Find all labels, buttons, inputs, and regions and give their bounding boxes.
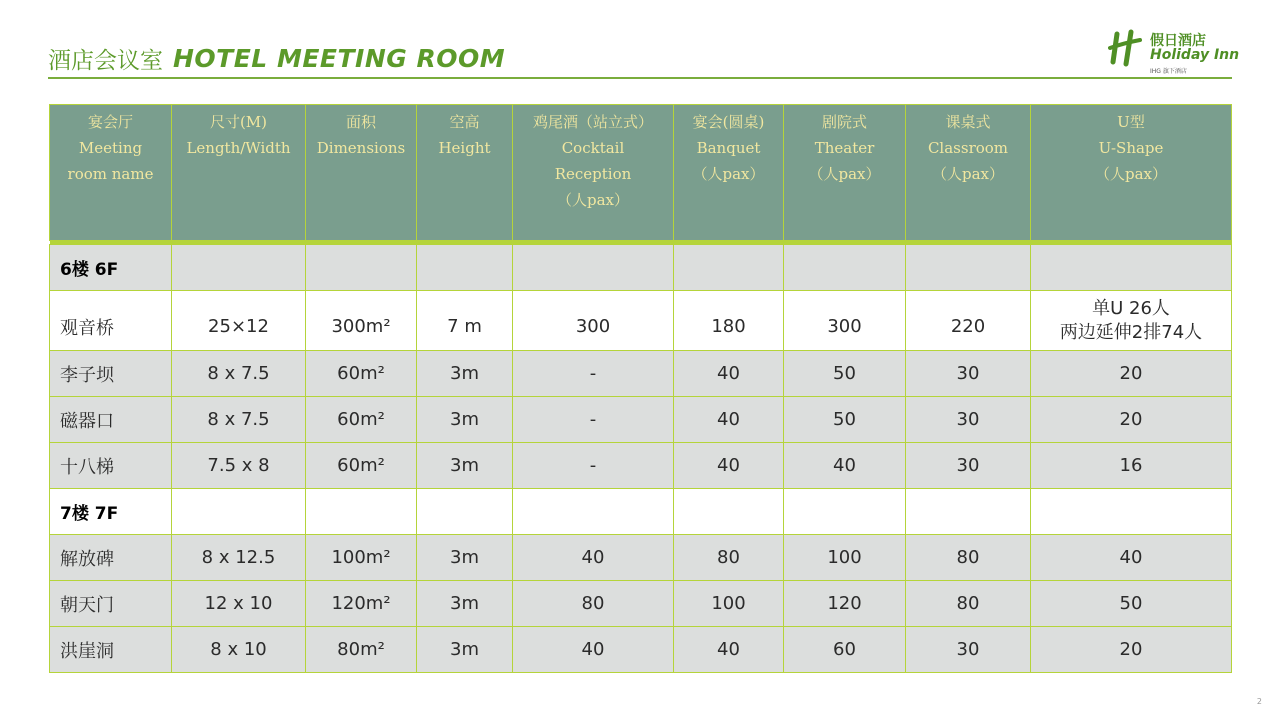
room-area: 60m² — [306, 397, 417, 443]
room-classroom: 80 — [906, 535, 1031, 581]
header-theater: 剧院式 Theater （人pax） — [784, 105, 906, 241]
room-classroom: 80 — [906, 581, 1031, 627]
room-classroom: 30 — [906, 397, 1031, 443]
room-banquet: 40 — [674, 627, 784, 673]
room-ushape: 50 — [1031, 581, 1232, 627]
holiday-inn-logo — [1108, 28, 1238, 78]
room-size: 8 x 10 — [172, 627, 306, 673]
room-theater: 120 — [784, 581, 906, 627]
room-ushape: 20 — [1031, 351, 1232, 397]
room-height: 3m — [417, 443, 513, 489]
room-name: 洪崖洞 — [50, 627, 172, 673]
room-size: 8 x 12.5 — [172, 535, 306, 581]
table-row — [50, 581, 1232, 627]
room-classroom: 30 — [906, 351, 1031, 397]
room-size: 12 x 10 — [172, 581, 306, 627]
room-banquet: 180 — [674, 291, 784, 351]
room-height: 3m — [417, 581, 513, 627]
header-room-name: 宴会厅 Meeting room name — [50, 105, 172, 241]
logo-en: Holiday Inn — [1150, 47, 1240, 63]
room-cocktail: 300 — [513, 291, 674, 351]
room-theater: 50 — [784, 351, 906, 397]
room-height: 3m — [417, 397, 513, 443]
room-classroom: 220 — [906, 291, 1031, 351]
header-height: 空高 Height — [417, 105, 513, 241]
room-size: 8 x 7.5 — [172, 351, 306, 397]
room-ushape: 20 — [1031, 627, 1232, 673]
room-area: 120m² — [306, 581, 417, 627]
room-classroom: 30 — [906, 443, 1031, 489]
room-cocktail: 80 — [513, 581, 674, 627]
table-row — [50, 627, 1232, 673]
floor-label: 6楼 6F — [50, 245, 172, 291]
room-cocktail: - — [513, 397, 674, 443]
room-size: 7.5 x 8 — [172, 443, 306, 489]
room-name: 朝天门 — [50, 581, 172, 627]
meeting-room-table — [49, 104, 1232, 673]
table-row — [50, 397, 1232, 443]
table-header-row — [50, 105, 1232, 241]
title-divider — [48, 77, 1232, 79]
room-size: 25×12 — [172, 291, 306, 351]
room-height: 7 m — [417, 291, 513, 351]
room-size: 8 x 7.5 — [172, 397, 306, 443]
room-cocktail: - — [513, 443, 674, 489]
room-area: 80m² — [306, 627, 417, 673]
title-en: HOTEL MEETING ROOM — [173, 43, 506, 73]
room-ushape: 20 — [1031, 397, 1232, 443]
room-ushape: 16 — [1031, 443, 1232, 489]
room-banquet: 40 — [674, 443, 784, 489]
table-row — [50, 351, 1232, 397]
room-ushape: 单U 26人 两边延伸2排74人 — [1031, 291, 1232, 351]
room-name: 解放碑 — [50, 535, 172, 581]
room-theater: 40 — [784, 443, 906, 489]
header-classroom: 课桌式 Classroom （人pax） — [906, 105, 1031, 241]
title-cn: 酒店会议室 — [48, 47, 163, 74]
room-cocktail: 40 — [513, 627, 674, 673]
logo-sub: IHG 旗下酒店 — [1150, 68, 1187, 75]
room-cocktail: 40 — [513, 535, 674, 581]
header-size: 尺寸(M) Length/Width — [172, 105, 306, 241]
header-ushape: U型 U-Shape （人pax） — [1031, 105, 1232, 241]
page-number: 2 — [1256, 697, 1262, 706]
room-classroom: 30 — [906, 627, 1031, 673]
logo-cn: 假日酒店 — [1150, 33, 1206, 49]
room-area: 300m² — [306, 291, 417, 351]
table-row — [50, 291, 1232, 351]
floor-label: 7楼 7F — [50, 489, 172, 535]
room-theater: 100 — [784, 535, 906, 581]
room-area: 100m² — [306, 535, 417, 581]
room-height: 3m — [417, 535, 513, 581]
room-area: 60m² — [306, 351, 417, 397]
header-cocktail: 鸡尾酒（站立式） Cocktail Reception （人pax） — [513, 105, 674, 241]
floor-row-6f — [50, 245, 1232, 291]
room-theater: 300 — [784, 291, 906, 351]
floor-row-7f — [50, 489, 1232, 535]
table-row — [50, 443, 1232, 489]
room-cocktail: - — [513, 351, 674, 397]
room-theater: 60 — [784, 627, 906, 673]
room-name: 十八梯 — [50, 443, 172, 489]
table-row — [50, 535, 1232, 581]
room-theater: 50 — [784, 397, 906, 443]
room-area: 60m² — [306, 443, 417, 489]
room-height: 3m — [417, 351, 513, 397]
room-height: 3m — [417, 627, 513, 673]
room-banquet: 40 — [674, 397, 784, 443]
room-ushape: 40 — [1031, 535, 1232, 581]
header-banquet: 宴会(圆桌) Banquet （人pax） — [674, 105, 784, 241]
page-title — [48, 40, 505, 76]
room-banquet: 100 — [674, 581, 784, 627]
holiday-inn-h-icon — [1108, 28, 1144, 68]
room-name: 磁器口 — [50, 397, 172, 443]
room-banquet: 40 — [674, 351, 784, 397]
room-banquet: 80 — [674, 535, 784, 581]
header-area: 面积 Dimensions — [306, 105, 417, 241]
room-name: 观音桥 — [50, 291, 172, 351]
room-name: 李子坝 — [50, 351, 172, 397]
